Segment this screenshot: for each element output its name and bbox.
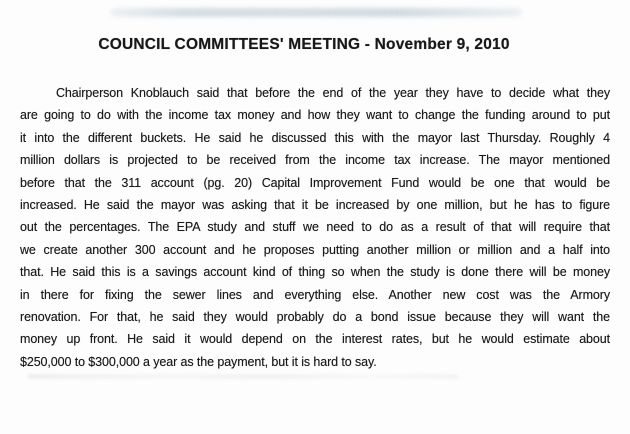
paragraph-line: that. He said this is a savings account kind of thing so when the study is done there will be money <box>20 265 610 280</box>
paragraph-line: $250,000 to $300,000 a year as the payment, but it is hard to say. <box>20 354 377 369</box>
scan-smudge-artifact <box>110 8 522 17</box>
paragraph-line: are going to do with the income tax money and how they want to change the funding around to put <box>20 108 610 123</box>
paragraph-line: Chairperson Knoblauch said that before the end of the year they have to decide what they <box>56 86 610 100</box>
paragraph-line: money up front. He said it would depend on the interest rates, but he would estimate about <box>20 332 610 347</box>
ink-ghost-artifact <box>28 374 458 379</box>
paragraph-line: renovation. For that, he said they would probably do a bond issue because they will want the <box>20 310 610 325</box>
paragraph-line: increased. He said the mayor was asking that it be increased by one million, but he has to figure <box>20 198 610 213</box>
paragraph-line: out the percentages. The EPA study and stuff we need to do as a result of that will require that <box>20 220 610 235</box>
paragraph-line: we create another 300 account and he proposes putting another million or million and a half into <box>20 242 610 257</box>
page-title: COUNCIL COMMITTEES' MEETING - November 9, 2010 <box>98 36 510 53</box>
paragraph-line: in there for fixing the sewer lines and everything else. Another new cost was the Armory <box>20 287 610 302</box>
minutes-paragraph <box>20 82 610 373</box>
paragraph-line: before that the 311 account (pg. 20) Capital Improvement Fund would be one that would be <box>20 175 610 190</box>
paragraph-line: million dollars is projected to be received from the income tax increase. The mayor mentioned <box>20 153 610 168</box>
paragraph-line: it into the different buckets. He said he discussed this with the mayor last Thursday. Roughly 4 <box>20 130 610 145</box>
